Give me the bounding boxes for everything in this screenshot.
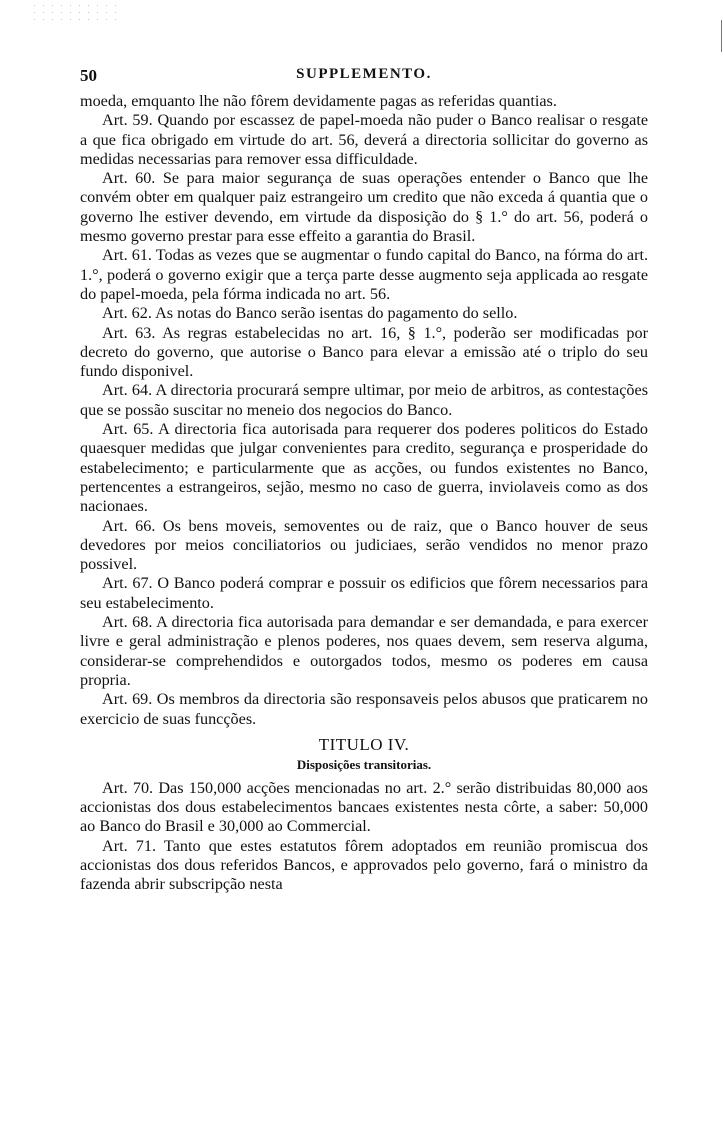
article-number: Art. 66. (102, 516, 156, 535)
article-63 (80, 324, 648, 382)
article-number: Art. 68. (102, 613, 153, 632)
page-number: 50 (80, 66, 97, 85)
article-70 (80, 779, 648, 837)
scan-edge-mark (721, 20, 722, 52)
article-71 (80, 837, 648, 895)
article-text: Tanto que estes estatutos fôrem adoptados em reunião promiscua dos accionistas dos dous referidos Bancos, e approvados pelo governo, fará o ministro da fazenda abrir subscripção nesta (80, 836, 648, 894)
article-68 (80, 613, 648, 690)
article-text: A directoria procurará sempre ultimar, por meio de arbitros, as contestações que se possão suscitar no meneio dos negocios do Banco. (80, 381, 649, 419)
article-text: Todas as vezes que se augmentar o fundo capital do Banco, na fórma do art. 1.°, poderá o governo exigir que a terça parte desse augmento seja applicada ao resgate do papel-moeda, pela fórma indicada no art. 56. (80, 246, 649, 303)
continuation-paragraph: moeda, emquanto lhe não fôrem devidamente pagas as referidas quantias. (80, 92, 557, 110)
article-text: Se para maior segurança de suas operações entender o Banco que lhe convém obter em qualquer paiz estrangeiro um credito que não exceda á quantia que o governo lhe estiver devendo, em virtude da disposição do § 1.° do art. 56, poderá o mesmo governo prestar para esse effeito a garantia do Brasil. (80, 169, 649, 246)
article-text: A directoria fica autorisada para requerer dos poderes politicos do Estado quaesquer medidas que julgar convenientes para credito, segurança e prosperidade do estabelecimento; e particularmente que as acções, ou fundos existentes no Banco, pertencentes a estrangeiros, sejão, mesmo no caso de guerra, inviolaveis como as dos nacionaes. (80, 420, 649, 516)
article-number: Art. 65. (102, 420, 154, 439)
article-64 (80, 381, 648, 420)
article-66 (80, 517, 648, 575)
articles-list-part1 (80, 111, 648, 729)
running-head (80, 66, 648, 90)
article-69 (80, 690, 648, 729)
articles-list-part2 (80, 779, 648, 895)
article-text: Quando por escassez de papel-moeda não puder o Banco realisar o resgate a que fica obrigado em virtude do art. 56, deverá a directoria sollicitar do governo as medidas necessarias para remover essa difficuldade. (80, 111, 649, 168)
article-text: Os membros da directoria são responsaveis pelos abusos que praticarem no exercicio de suas funcções. (80, 690, 649, 728)
scan-specks (30, 2, 120, 22)
article-number: Art. 71. (102, 836, 157, 855)
article-59 (80, 111, 648, 169)
article-text: As regras estabelecidas no art. 16, § 1.°, poderão ser modificadas por decreto do governo, que autorise o Banco para elevar a emissão até o triplo do seu fundo disponivel. (80, 323, 648, 381)
article-number: Art. 67. (102, 574, 153, 593)
article-text: As notas do Banco serão isentas do pagamento do sello. (155, 304, 518, 323)
article-text: A directoria fica autorisada para demandar e ser demandada, e para exercer livre e geral administração e plenos poderes, nos quaes devem, sem reserva alguma, considerar-se comprehendidos e outorgados todos, mesmo os poderes em causa propria. (80, 613, 648, 689)
article-number: Art. 70. (102, 778, 154, 797)
document-page (80, 66, 648, 895)
article-65 (80, 420, 648, 516)
article-60 (80, 169, 648, 246)
article-number: Art. 61. (102, 246, 152, 265)
article-number: Art. 69. (102, 690, 153, 709)
article-number: Art. 64. (102, 381, 153, 400)
section-subtitle: Disposições transitorias. (296, 756, 432, 772)
article-number: Art. 59. (102, 111, 153, 130)
article-text: Das 150,000 acções mencionadas no art. 2.° serão distribuidas 80,000 aos accionistas dos dous estabelecimentos bancaes existentes nesta côrte, a saber: 50,000 ao Banco do Brasil e 30,000 ao Commercial. (80, 778, 648, 836)
running-title: SUPPLEMENTO. (296, 66, 432, 82)
article-67 (80, 574, 648, 613)
article-number: Art. 62. (102, 304, 152, 323)
article-62 (80, 304, 648, 323)
article-number: Art. 60. (102, 169, 156, 188)
article-number: Art. 63. (102, 323, 156, 342)
section-title: TITULO IV. (318, 734, 410, 754)
article-61 (80, 246, 648, 304)
article-text: Os bens moveis, semoventes ou de raiz, que o Banco houver de seus devedores por meios conciliatorios ou judiciaes, serão vendidos no menor prazo possivel. (80, 516, 648, 574)
article-text: O Banco poderá comprar e possuir os edificios que fôrem necessarios para seu estabelecimento. (80, 574, 649, 612)
